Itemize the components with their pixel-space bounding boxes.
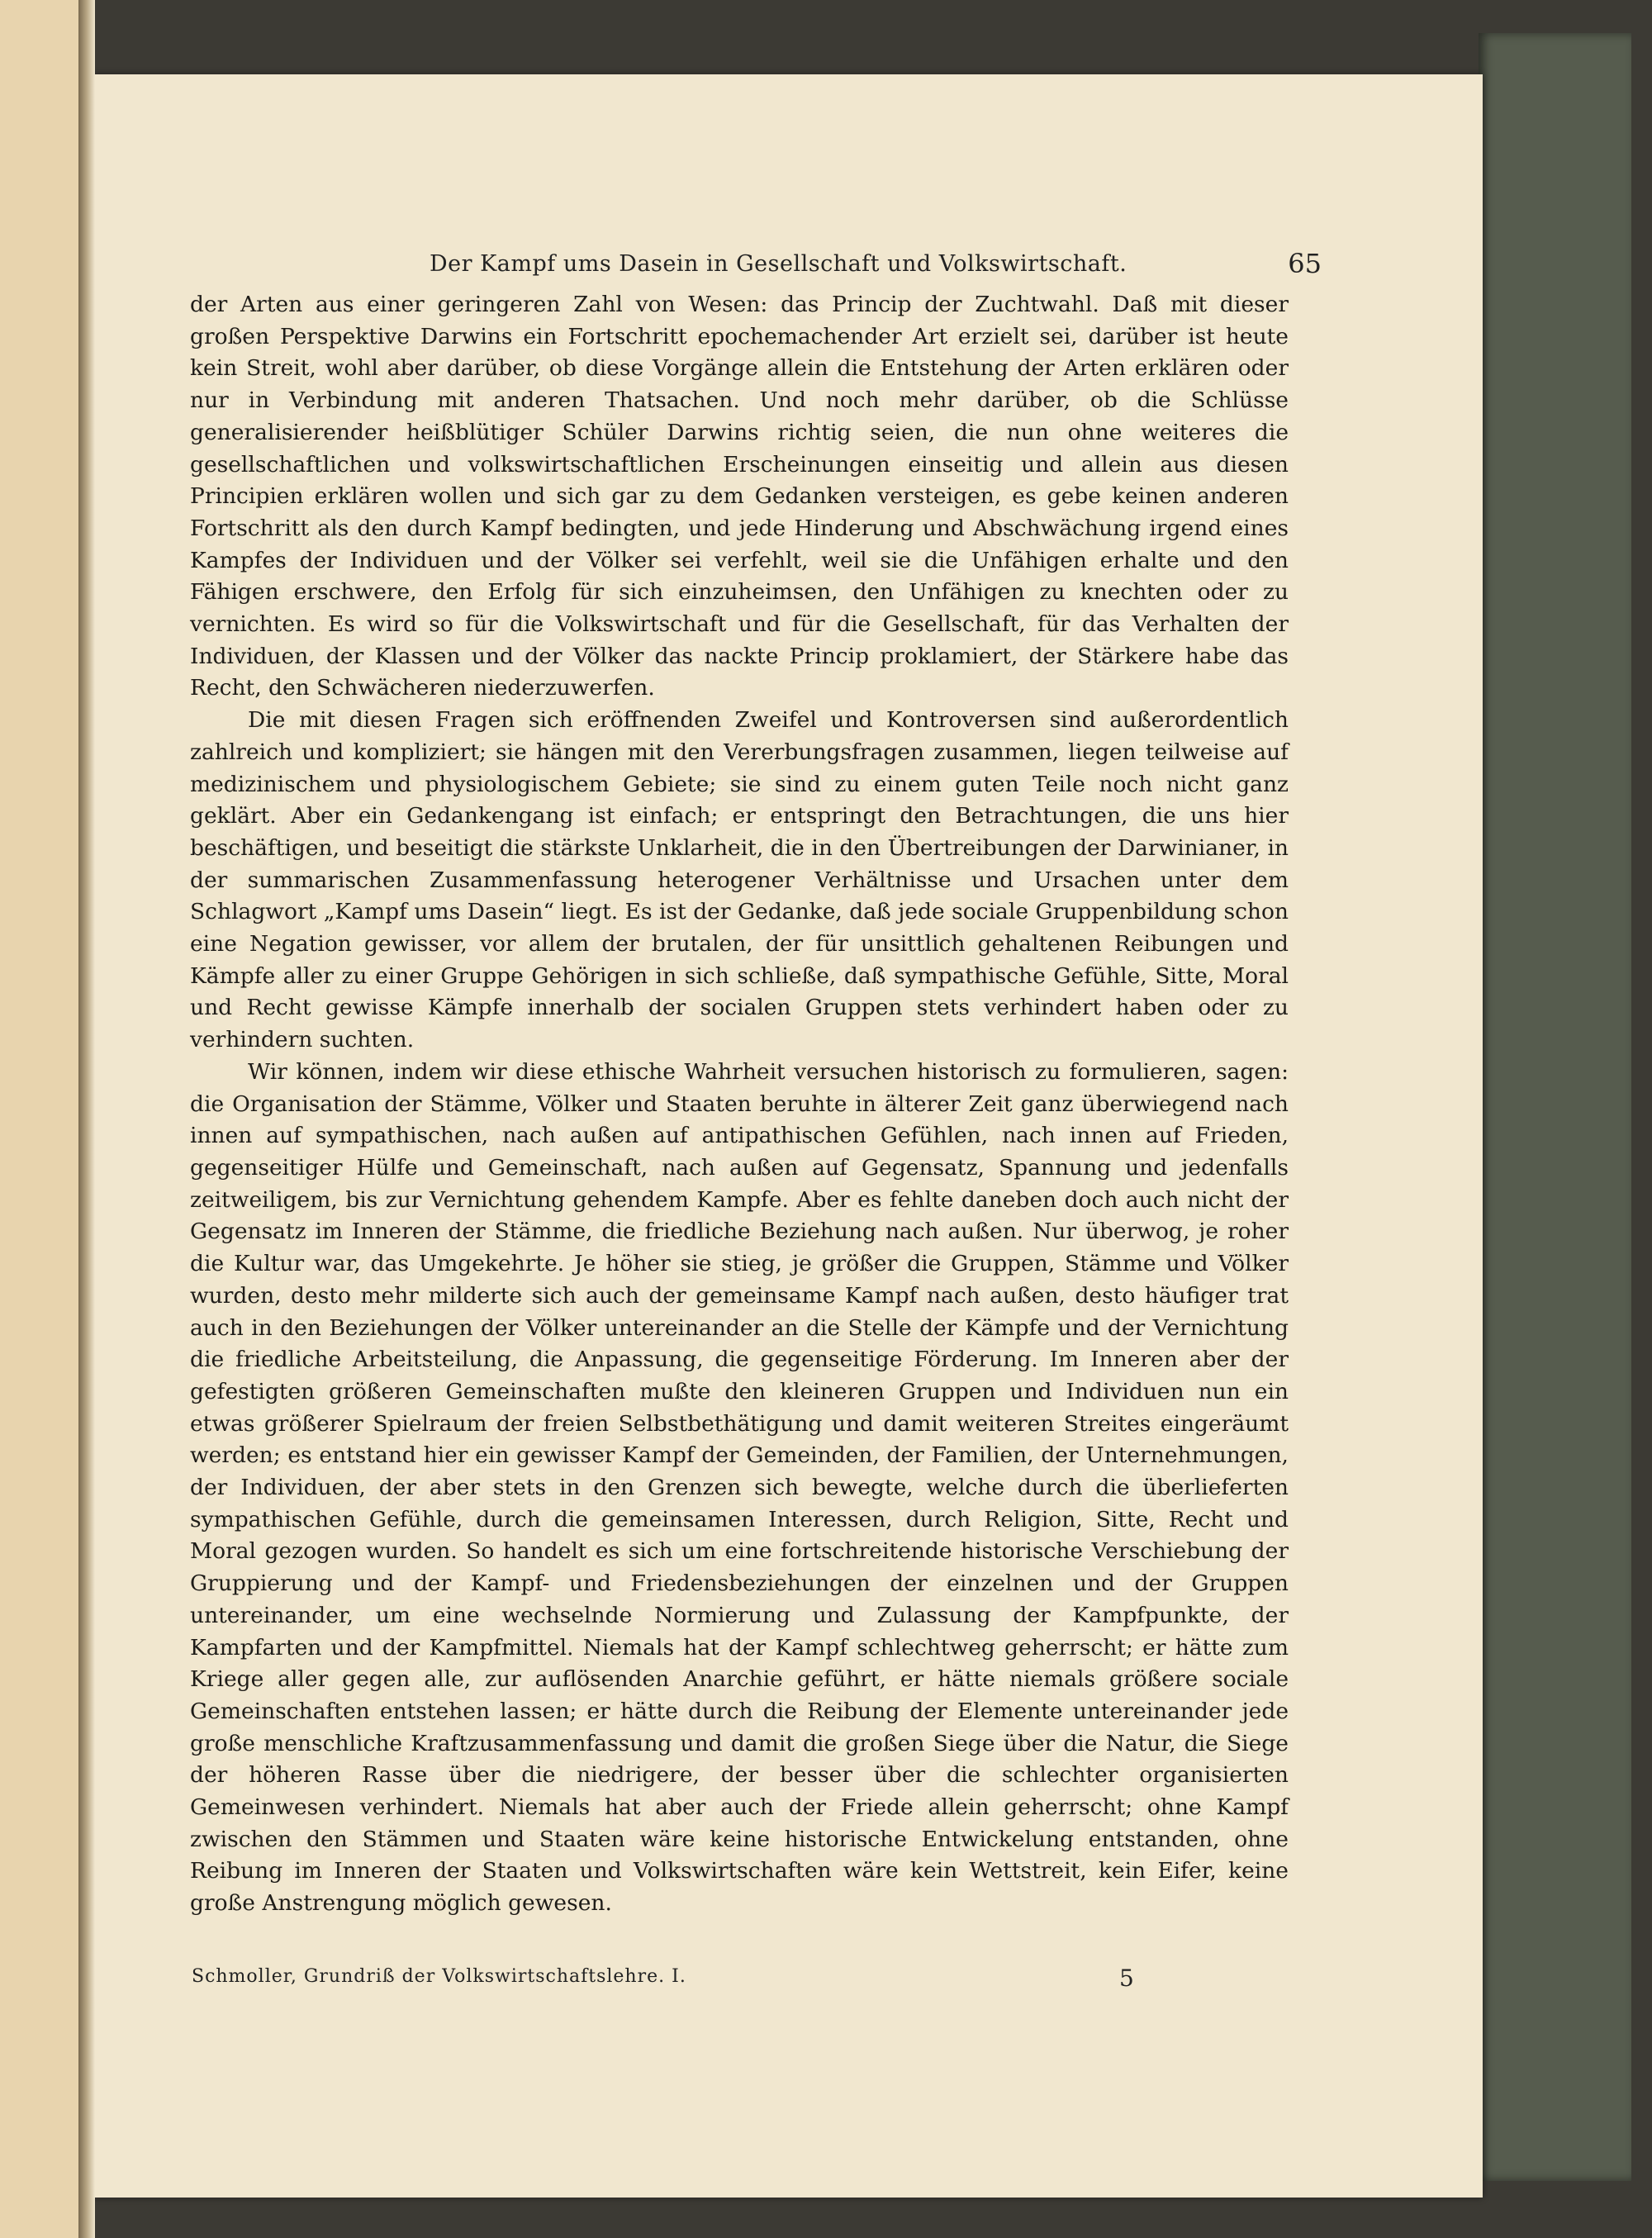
signature-line: Schmoller, Grundriß der Volkswirtschaftslehre. I. [192,1966,686,1987]
book-cover-board [1479,33,1631,2181]
running-header [240,248,1322,289]
paragraph: der Arten aus einer geringeren Zahl von Wesen: das Princip der Zuchtwahl. Daß mit dieser großen Perspektive Darwins ein Fortschritt epochemachender Art erzielt sei, darüber ist heute kein Streit, wohl aber darüber, ob diese Vorgänge allein die Entstehung der Arten erklären oder nur in Verbindung mit anderen Thatsachen. Und noch mehr darüber, ob die Schlüsse generalisierender heißblütiger Schüler Darwins richtig seien, die nun ohne weiteres die gesellschaftlichen und volkswirtschaftlichen Erscheinungen einseitig und allein aus diesen Principien erklären wollen und sich gar zu dem Gedanken versteigen, es gebe keinen anderen Fortschritt als den durch Kampf bedingten, und jede Hinderung und Abschwächung irgend eines Kampfes der Individuen und der Völker sei verfehlt, weil sie die Unfähigen erhalte und den Fähigen erschwere, den Erfolg für sich einzuheimsen, den Unfähigen zu knechten oder zu vernichten. Es wird so für die Volkswirtschaft und für die Gesellschaft, für das Verhalten der Individuen, der Klassen und der Völker das nackte Princip proklamiert, der Stärkere habe das Recht, den Schwächeren niederzuwerfen. [190,292,1289,701]
running-title: Der Kampf ums Dasein in Gesellschaft und Volkswirtschaft. [430,251,1127,277]
body-text [190,289,1289,1920]
paragraph: Die mit diesen Fragen sich eröffnenden Zweifel und Kontroversen sind außerordentlich zahlreich und kompliziert; sie hängen mit den Vererbungsfragen zusammen, liegen teilweise auf medizinischem und physiologischem Gebiete; sie sind zu einem guten Teile noch nicht ganz geklärt. Aber ein Gedankengang ist einfach; er entspringt den Betrachtungen, die uns hier beschäftigen, und beseitigt die stärkste Unklarheit, die in den Übertreibungen der Darwinianer, in der summarischen Zusammenfassung heterogener Verhältnisse und Ursachen unter dem Schlagwort „Kampf ums Dasein“ liegt. Es ist der Gedanke, daß jede sociale Gruppenbildung schon eine Negation gewisser, vor allem der brutalen, der für unsittlich gehaltenen Reibungen und Kämpfe aller zu einer Gruppe Gehörigen in sich schließe, daß sympathische Gefühle, Sitte, Moral und Recht gewisse Kämpfe innerhalb der socialen Gruppen stets verhindert haben oder zu verhindern suchten. [190,707,1289,1053]
paragraph: Wir können, indem wir diese ethische Wahrheit versuchen historisch zu formulieren, sagen: die Organisation der Stämme, Völker und Staaten beruhte in älterer Zeit ganz überwiegend nach innen auf sympathischen, nach außen auf antipathischen Gefühlen, nach innen auf Frieden, gegenseitiger Hülfe und Gemeinschaft, nach außen auf Gegensatz, Spannung und jedenfalls zeitweiligem, bis zur Vernichtung gehendem Kampfe. Aber es fehlte daneben doch auch nicht der Gegensatz im Inneren der Stämme, die friedliche Beziehung nach außen. Nur überwog, je roher die Kultur war, das Umgekehrte. Je höher sie stieg, je größer die Gruppen, Stämme und Völker wurden, desto mehr milderte sich auch der gemeinsame Kampf nach außen, desto häufiger trat auch in den Beziehungen der Völker untereinander an die Stelle der Kämpfe und der Vernichtung die friedliche Arbeitsteilung, die Anpassung, die gegenseitige Förderung. Im Inneren aber der gefestigten größeren Gemeinschaften mußte den kleineren Gruppen und Individuen nun ein etwas größerer Spielraum der freien Selbstbethätigung und damit weiteren Streites eingeräumt werden; es entstand hier ein gewisser Kampf der Gemeinden, der Familien, der Unternehmungen, der Individuen, der aber stets in den Grenzen sich bewegte, welche durch die überlieferten sympathischen Gefühle, durch die gemeinsamen Interessen, durch Religion, Sitte, Recht und Moral gezogen wurden. So handelt es sich um eine fortschreitende historische Verschiebung der Gruppierung und der Kampf- und Friedensbeziehungen der einzelnen und der Gruppen untereinander, um eine wechselnde Normierung und Zulassung der Kampfpunkte, der Kampfarten und der Kampfmittel. Niemals hat der Kampf schlechtweg geherrscht; er hätte zum Kriege aller gegen alle, zur auflösenden Anarchie geführt, er hätte niemals größere sociale Gemeinschaften entstehen lassen; er hätte durch die Reibung der Elemente untereinander jede große menschliche Kraftzusammenfassung und damit die großen Siege über die Natur, die Siege der höheren Rasse über die niedrigere, der besser über die schlechter organisierten Gemeinwesen verhindert. Niemals hat aber auch der Friede allein geherrscht; ohne Kampf zwischen den Stämmen und Staaten wäre keine historische Entwickelung entstanden, ohne Reibung im Inneren der Staaten und Volkswirtschaften wäre kein Wettstreit, kein Eifer, keine große Anstrengung möglich gewesen. [190,1058,1289,1917]
left-page-edge [0,0,78,2238]
page-number: 65 [1288,248,1322,279]
sheet-number: 5 [1119,1965,1134,1992]
book-gutter [78,0,95,2238]
